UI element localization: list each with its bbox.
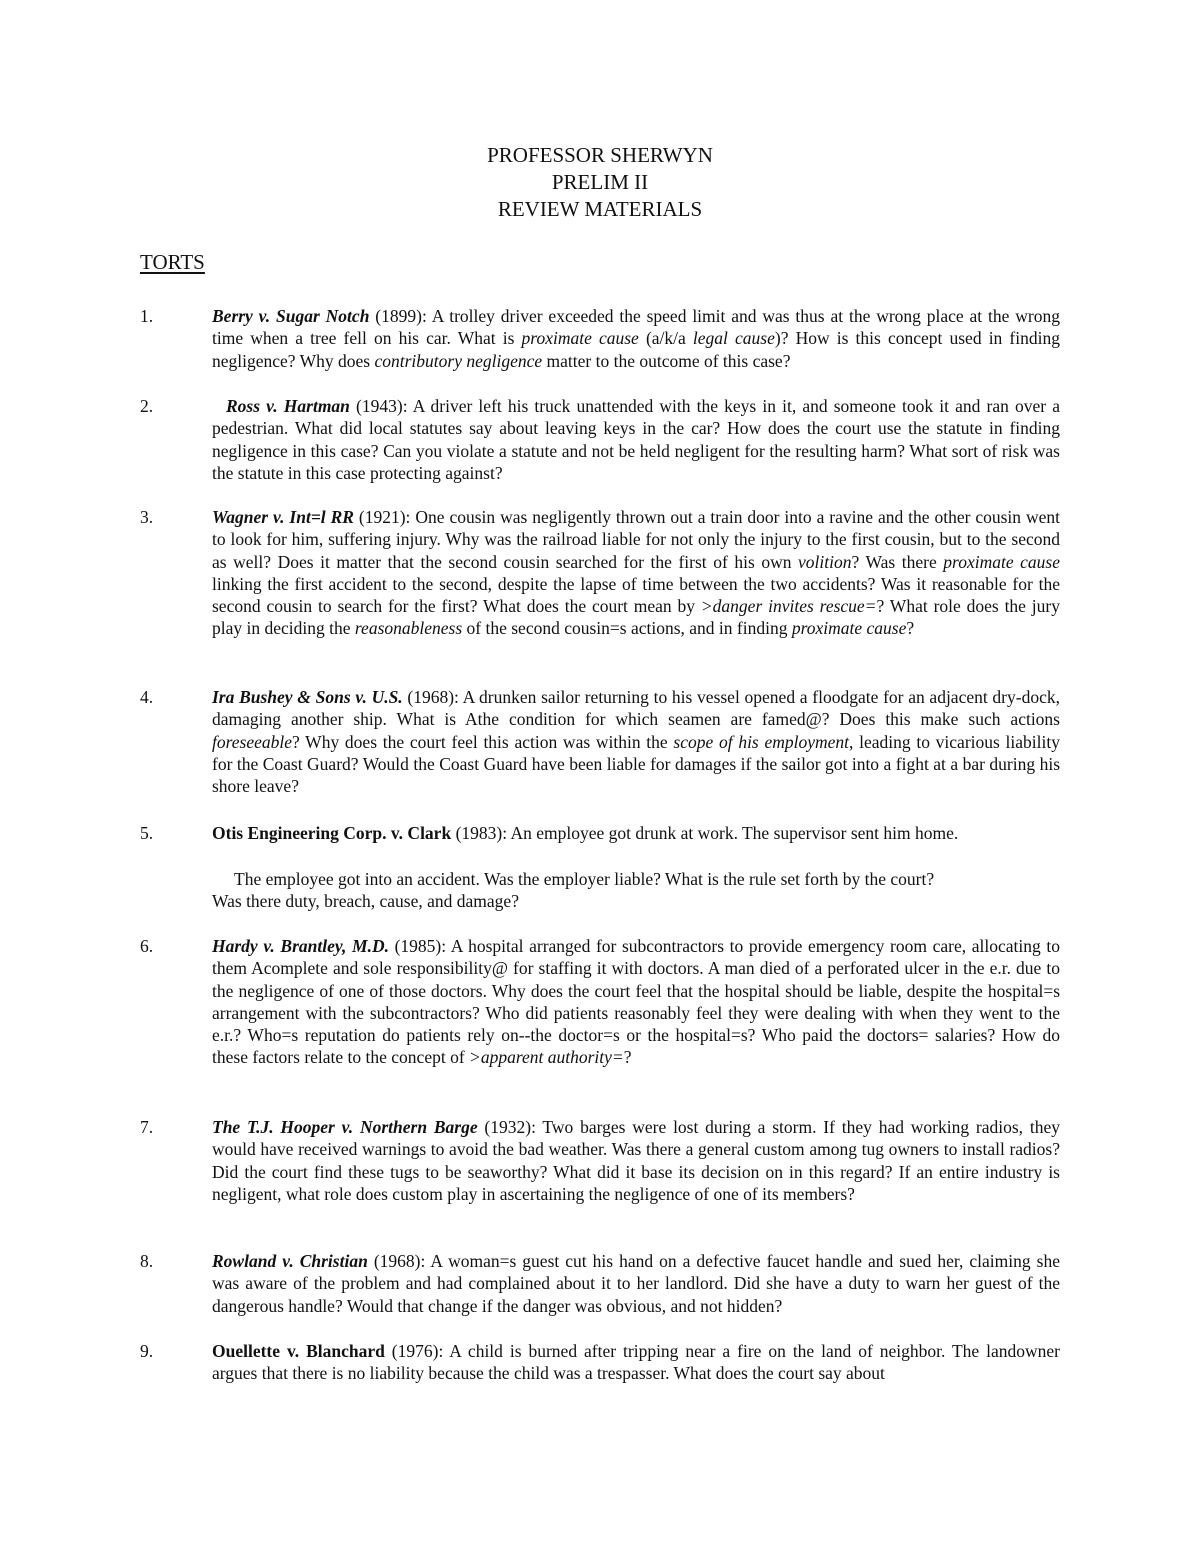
section-heading-torts: TORTS xyxy=(140,250,205,274)
case-name: Otis Engineering Corp. v. Clark xyxy=(212,823,452,843)
review-item-5 xyxy=(140,822,1060,844)
item-text: The T.J. Hooper v. Northern Barge (1932): Two barges were lost during a storm. If they had working radios, they would have received warnings to avoid the bad weather. Was there a general custom among tug owners to install radios? Did the court find these tugs to be seaworthy? What did it base its decision on in this regard? If an entire industry is negligent, what role does custom play in ascertaining the negligence of one of its members? xyxy=(212,1117,1060,1204)
item-text: Ross v. Hartman (1943): A driver left his truck unattended with the keys in it, and someone took it and ran over a pedestrian. What did local statutes say about leaving keys in the car? How does the court use the statute in finding negligence in this case? Can you violate a statute and not be held negligent for the resulting harm? What sort of risk was the statute in this case protecting against? xyxy=(212,396,1060,483)
case-name: Wagner v. Int=l RR xyxy=(212,507,354,527)
item-text: Ouellette v. Blanchard (1976): A child is burned after tripping near a fire on the land of neighbor. The landowner argues that there is no liability because the child was a trespasser. What does the court say about xyxy=(212,1341,1061,1384)
item-text: Berry v. Sugar Notch (1899): A trolley driver exceeded the speed limit and was thus at the wrong place at the wrong time when a tree fell on his car. What is proximate cause (a/k/a legal cause)? How is this concept used in finding negligence? Why does contributory negligence matter to the outcome of this case? xyxy=(212,306,1060,371)
item-text: Rowland v. Christian (1968): A woman=s guest cut his hand on a defective faucet handle and sued her, claiming she was aware of the problem and had complained about it to her landlord. Did she have a duty to warn her guest of the dangerous handle? Would that change if the danger was obvious, and not hidden? xyxy=(212,1251,1060,1316)
item-number: 7. xyxy=(140,1117,154,1137)
review-item-1 xyxy=(140,305,1060,372)
document-header xyxy=(0,142,1200,223)
item-number: 4. xyxy=(140,687,154,707)
item-number: 8. xyxy=(140,1251,154,1271)
review-item-5-continued xyxy=(212,868,1062,913)
item-number: 2. xyxy=(140,396,154,416)
item-5-line-2: Was there duty, breach, cause, and damage? xyxy=(212,891,519,912)
item-text: Wagner v. Int=l RR (1921): One cousin was negligently thrown out a train door into a ravine and the other cousin went to look for him, suffering injury. Why was the railroad liable for not only the injury to the first cousin, but to the second as well? Does it matter that the second cousin searched for the first of his own volition? Was there proximate cause linking the first accident to the second, despite the lapse of time between the two accidents? Was it reasonable for the second cousin to search for the first? What does the court mean by >danger invites rescue=? What role does the jury play in deciding the reasonableness of the second cousin=s actions, and in finding proximate cause? xyxy=(212,507,1060,639)
case-name: Berry v. Sugar Notch xyxy=(212,306,370,326)
header-prelim: PRELIM II xyxy=(551,170,649,194)
item-number: 6. xyxy=(140,936,154,956)
review-item-8 xyxy=(140,1250,1060,1317)
review-item-3 xyxy=(140,506,1060,640)
review-item-9 xyxy=(140,1340,1060,1385)
review-item-2 xyxy=(140,395,1060,484)
review-item-4 xyxy=(140,686,1060,797)
case-name: Ouellette v. Blanchard xyxy=(212,1341,385,1361)
header-review: REVIEW MATERIALS xyxy=(497,197,703,221)
item-text: Hardy v. Brantley, M.D. (1985): A hospital arranged for subcontractors to provide emergency room care, allocating to them Acomplete and sole responsibility@ for staffing it with doctors. A man died of a perforated ulcer in the e.r. due to the negligence of one of those doctors. Why does the court feel that the hospital should be liable, despite the hospital=s arrangement with the subcontractors? Who did patients reasonably feel they were dealing with when they went to the e.r.? Who=s reputation do patients rely on--the doctor=s or the hospital=s? Who paid the doctors= salaries? How do these factors relate to the concept of >apparent authority=? xyxy=(212,936,1060,1068)
case-name: Ira Bushey & Sons v. U.S. xyxy=(212,687,403,707)
item-text: Ira Bushey & Sons v. U.S. (1968): A drunken sailor returning to his vessel opened a floodgate for an adjacent dry-dock, damaging another ship. What is Athe condition for which seamen are famed@? Does this make such actions foreseeable? Why does the court feel this action was within the scope of his employment, leading to vicarious liability for the Coast Guard? Would the Coast Guard have been liable for damages if the sailor got into a fight at a bar during his shore leave? xyxy=(212,687,1060,797)
case-name: Rowland v. Christian xyxy=(212,1251,368,1271)
case-name: Ross v. Hartman xyxy=(226,396,350,416)
item-number: 3. xyxy=(140,507,154,527)
review-item-7 xyxy=(140,1116,1060,1205)
header-professor: PROFESSOR SHERWYN xyxy=(487,143,713,167)
item-number: 5. xyxy=(140,823,154,843)
item-text: Otis Engineering Corp. v. Clark (1983): An employee got drunk at work. The supervisor sent him home. xyxy=(212,823,959,843)
case-name: The T.J. Hooper v. Northern Barge xyxy=(212,1117,478,1137)
item-number: 9. xyxy=(140,1341,154,1361)
item-number: 1. xyxy=(140,306,154,326)
case-name: Hardy v. Brantley, M.D. xyxy=(212,936,389,956)
item-5-line-1: The employee got into an accident. Was the employer liable? What is the rule set forth by the court? xyxy=(234,869,935,889)
review-item-6 xyxy=(140,935,1060,1069)
